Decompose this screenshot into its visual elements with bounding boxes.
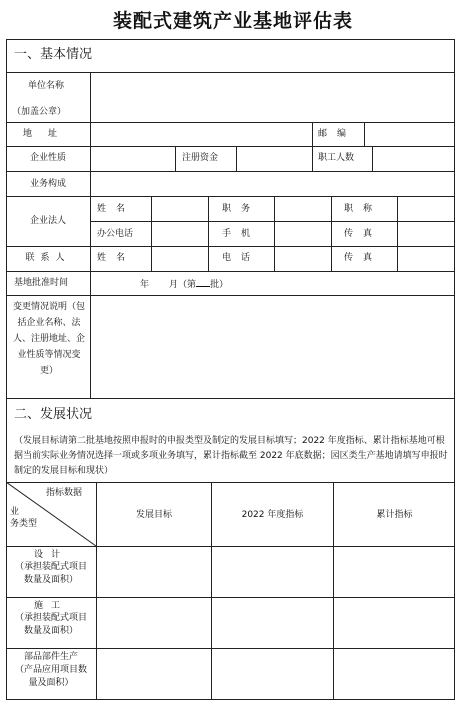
rule: [151, 196, 152, 271]
rule: [6, 246, 455, 247]
rule: [274, 196, 275, 271]
parts-production-row-note: （产品应用项目数量及面积）: [14, 665, 87, 688]
rule: [312, 122, 313, 146]
rule: [6, 171, 455, 172]
rule: [90, 72, 91, 398]
rule: [6, 597, 455, 598]
rule: [6, 146, 455, 147]
rule: [6, 72, 455, 73]
mobile-label: 手机: [222, 229, 261, 239]
target-column-header: 发展目标: [135, 510, 172, 520]
office-phone-label: 办公电话: [97, 229, 134, 239]
construction-row-note: （承担装配式项目数量及面积）: [14, 613, 87, 636]
approval-date: 年 月（第 批）: [140, 277, 228, 291]
seal-note: （加盖公章）: [12, 107, 67, 117]
change-description-label: 变更情况说明（包括企业名称、法人、注册地址、企业性质等情况变更）: [12, 302, 85, 376]
rule: [6, 271, 455, 272]
cumulative-column-header: 累计指标: [376, 510, 413, 520]
contact-name-label: 姓名: [97, 253, 136, 263]
section-1-heading: 一、基本情况: [14, 47, 93, 62]
rule: [6, 648, 455, 649]
rule: [6, 122, 455, 123]
rule: [372, 146, 373, 171]
indicator-data-header: 指标数据: [46, 488, 83, 498]
rule: [90, 221, 455, 222]
employees-label: 职工人数: [318, 153, 355, 163]
company-nature-label: 企业性质: [29, 153, 66, 163]
construction-row-label: 施工: [33, 601, 68, 611]
section-2-note: （发展目标请第二批基地按照申报时的申报类型及制定的发展目标填写；2022 年度指标、累计指标基地可根据当前实际业务情况选择一项或多项业务填写，累计指标截至 2022 年底数据；园区类生产基地请填写申报时制定的发展目标和现状）: [14, 436, 448, 476]
title-rank-label: 职称: [344, 204, 383, 214]
rule: [208, 196, 209, 271]
postcode-label: 邮编: [318, 129, 357, 139]
document-title: 装配式建筑产业基地评估表: [112, 10, 353, 32]
rule: [331, 196, 332, 271]
business-type-header: 业: [10, 507, 20, 517]
approval-time-label: 基地批准时间: [14, 278, 69, 288]
rule: [6, 295, 455, 296]
registered-capital-label: 注册资金: [182, 153, 219, 163]
rule: [364, 122, 365, 146]
design-row-label: 设计: [33, 550, 68, 560]
phone-label: 电话: [222, 253, 261, 263]
name-label: 姓名: [97, 204, 136, 214]
design-row-note: （承担装配式项目数量及面积）: [14, 562, 87, 585]
rule: [6, 398, 455, 399]
rule: [236, 146, 237, 171]
section-2-heading: 二、发展状况: [14, 407, 93, 422]
legal-rep-label: 企业法人: [29, 216, 66, 226]
year-2022-column-header: 2022 年度指标: [241, 510, 304, 520]
position-label: 职务: [222, 204, 261, 214]
contact-fax-label: 传真: [344, 253, 383, 263]
address-label: 地址: [22, 129, 73, 139]
rule: [312, 146, 313, 171]
rule: [397, 196, 398, 271]
fax-label: 传真: [344, 229, 383, 239]
contact-label: 联系人: [25, 253, 71, 263]
unit-name-label: 单位名称: [28, 81, 65, 91]
parts-production-row-label: 部品部件生产: [23, 652, 78, 662]
business-scope-label: 业务构成: [29, 179, 66, 189]
business-type-header-rest: 务类型: [10, 519, 38, 529]
rule: [6, 196, 455, 197]
rule: [175, 146, 176, 171]
